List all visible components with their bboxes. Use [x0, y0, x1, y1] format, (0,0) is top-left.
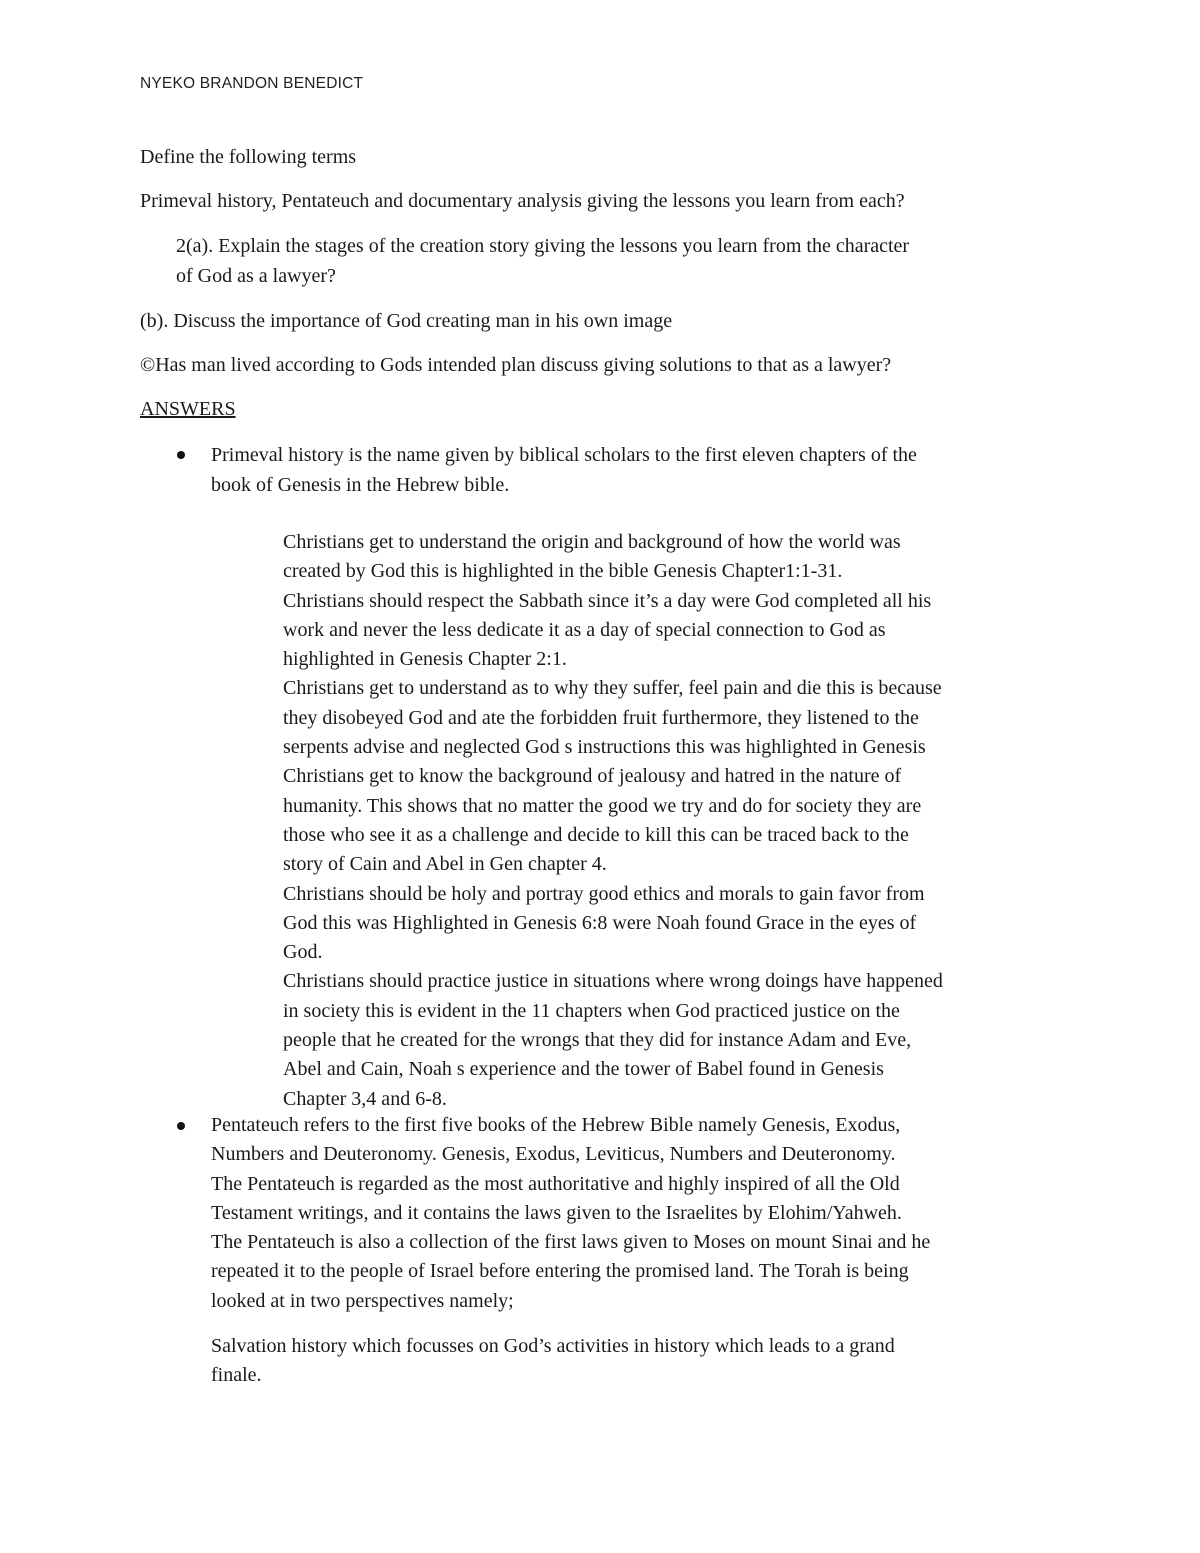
lesson-line: story of Cain and Abel in Gen chapter 4. — [283, 853, 607, 876]
author-name: NYEKO BRANDON BENEDICT — [140, 75, 364, 92]
question-2a — [176, 231, 909, 291]
bullet-icon — [177, 451, 185, 459]
salvation-history-paragraph — [211, 1332, 1081, 1391]
answer-line: Salvation history which focusses on God’s activities in history which leads to a grand — [211, 1335, 895, 1357]
lesson-line: God. — [283, 941, 323, 964]
lesson-line: Christians should respect the Sabbath since it’s a day were God completed all his — [283, 589, 932, 612]
answer-line: repeated it to the people of Israel before entering the promised land. The Torah is being — [211, 1260, 909, 1283]
lesson-line: people that he created for the wrongs that they did for instance Adam and Eve, — [283, 1029, 912, 1052]
answer-line: Numbers and Deuteronomy. Genesis, Exodus, Leviticus, Numbers and Deuteronomy. — [211, 1143, 896, 1166]
lesson-line: created by God this is highlighted in the bible Genesis Chapter1:1-31. — [283, 560, 843, 583]
question-intro: Define the following terms — [140, 146, 357, 168]
lesson-line: Chapter 3,4 and 6-8. — [283, 1087, 447, 1110]
lesson-line: serpents advise and neglected God s instructions this was highlighted in Genesis — [283, 736, 926, 759]
lesson-line: humanity. This shows that no matter the good we try and do for society they are — [283, 794, 922, 817]
lesson-line: highlighted in Genesis Chapter 2:1. — [283, 648, 567, 671]
answer-line: finale. — [211, 1364, 262, 1387]
answer-line: The Pentateuch is regarded as the most authoritative and highly inspired of all the Old — [211, 1172, 900, 1195]
lesson-line: Christians get to understand the origin and background of how the world was — [283, 531, 901, 553]
answer-primeval-history — [211, 440, 1071, 500]
lesson-line: those who see it as a challenge and decide to kill this can be traced back to the — [283, 823, 909, 846]
primeval-history-lessons — [283, 528, 1083, 1114]
answer-line: Pentateuch refers to the first five books of the Hebrew Bible namely Genesis, Exodus, — [211, 1114, 901, 1136]
question-2a-line-1: 2(a). Explain the stages of the creation story giving the lessons you learn from the character — [176, 235, 910, 257]
answer-line: Testament writings, and it contains the laws given to the Israelites by Elohim/Yahweh. — [211, 1201, 902, 1224]
lesson-line: Christians should be holy and portray good ethics and morals to gain favor from — [283, 882, 925, 905]
answer-line: book of Genesis in the Hebrew bible. — [211, 474, 510, 496]
answer-pentateuch — [211, 1111, 1081, 1316]
question-2b: (b). Discuss the importance of God creating man in his own image — [140, 310, 673, 332]
answer-line: The Pentateuch is also a collection of the first laws given to Moses on mount Sinai and he — [211, 1231, 931, 1254]
lesson-line: God this was Highlighted in Genesis 6:8 were Noah found Grace in the eyes of — [283, 911, 917, 934]
bullet-icon — [177, 1122, 185, 1130]
question-2c: ©Has man lived according to Gods intended plan discuss giving solutions to that as a lawyer? — [140, 354, 892, 376]
lesson-line: Christians get to understand as to why they suffer, feel pain and die this is because — [283, 677, 942, 700]
lesson-line: Abel and Cain, Noah s experience and the tower of Babel found in Genesis — [283, 1058, 884, 1081]
lesson-line: Christians should practice justice in situations where wrong doings have happened — [283, 970, 943, 993]
lesson-line: work and never the less dedicate it as a day of special connection to God as — [283, 618, 886, 641]
lesson-line: Christians get to know the background of jealousy and hatred in the nature of — [283, 765, 902, 788]
question-2a-line-2: of God as a lawyer? — [176, 265, 336, 287]
answer-line: Primeval history is the name given by biblical scholars to the first eleven chapters of the — [211, 444, 917, 466]
lesson-line: they disobeyed God and ate the forbidden fruit furthermore, they listened to the — [283, 706, 919, 729]
answers-heading: ANSWERS — [140, 398, 236, 420]
answer-line: looked at in two perspectives namely; — [211, 1289, 514, 1312]
question-1: Primeval history, Pentateuch and documentary analysis giving the lessons you learn from each? — [140, 190, 905, 212]
lesson-line: in society this is evident in the 11 chapters when God practiced justice on the — [283, 999, 900, 1022]
